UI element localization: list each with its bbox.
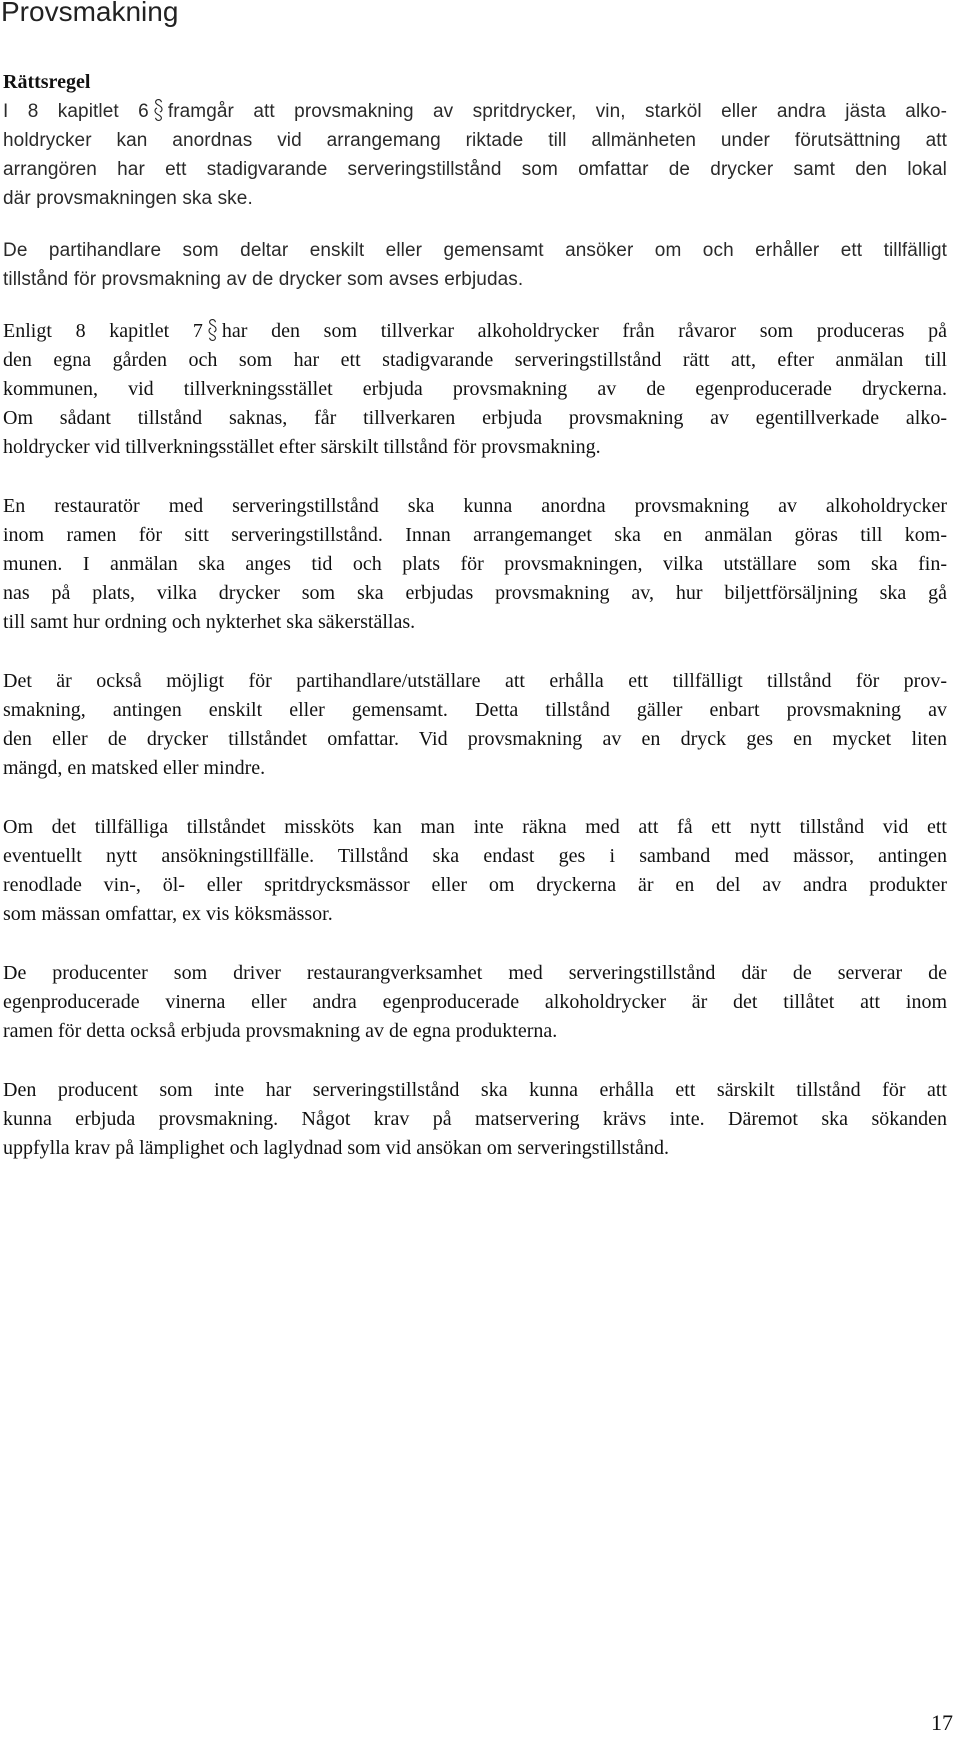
- paragraph-line: uppfylla krav på lämplighet och laglydnad som vid ansökan om serveringstillstånd.: [3, 1137, 669, 1159]
- paragraph-4: [3, 492, 947, 637]
- paragraph-line: nas på plats, vilka drycker som ska erbjudas provsmakning av, hur biljettförsäljning ska gå: [3, 582, 947, 604]
- paragraph-line: eventuellt nytt ansökningstillfälle. Tillstånd ska endast ges i samband med mässor, antingen: [3, 845, 947, 867]
- paragraph-7: [3, 959, 947, 1046]
- document-body: [3, 68, 947, 1163]
- section-sign-icon: [207, 318, 218, 342]
- paragraph-line: inom ramen för sitt serveringstillstånd. Innan arrangemanget ska en anmälan göras till kom-: [3, 524, 947, 546]
- paragraph-line: Enligt 8 kapitlet 7 har den som tillverkar alkoholdrycker från råvaror som produceras på: [3, 320, 947, 342]
- paragraph-line: arrangören har ett stadigvarande serveringstillstånd som omfattar de drycker samt den lokal: [3, 159, 947, 180]
- paragraph-line: renodlade vin-, öl- eller spritdrycksmässor eller om dryckerna är en del av andra produkter: [3, 874, 947, 896]
- paragraph-line: Det är också möjligt för partihandlare/utställare att erhålla ett tillfälligt tillstånd för prov-: [3, 670, 947, 692]
- paragraph-line: till samt hur ordning och nykterhet ska säkerställas.: [3, 611, 416, 633]
- paragraph-line: kunna erbjuda provsmakning. Något krav på matservering krävs inte. Däremot ska sökanden: [3, 1108, 947, 1130]
- paragraph-2: [3, 236, 947, 294]
- paragraph-line: smakning, antingen enskilt eller gemensamt. Detta tillstånd gäller enbart provsmakning av: [3, 699, 947, 721]
- section-heading: Rättsregel: [3, 71, 91, 93]
- paragraph-line: tillstånd för provsmakning av de drycker som avses erbjudas.: [3, 269, 524, 290]
- paragraph-line: egenproducerade vinerna eller andra egenproducerade alkoholdrycker är det tillåtet att inom: [3, 991, 947, 1013]
- paragraph-line: Om sådant tillstånd saknas, får tillverkaren erbjuda provsmakning av egentillverkade alko-: [3, 407, 947, 429]
- paragraph-line: Om det tillfälliga tillståndet missköts kan man inte räkna med att få ett nytt tillstånd vid ett: [3, 816, 947, 838]
- paragraph-line: Den producent som inte har serveringstillstånd ska kunna erhålla ett särskilt tillstånd för att: [3, 1079, 947, 1101]
- paragraph-line: holdrycker vid tillverkningsstället efter särskilt tillstånd för provsmakning.: [3, 436, 601, 458]
- paragraph-5: [3, 667, 947, 783]
- paragraph-3: [3, 317, 947, 462]
- paragraph-line: munen. I anmälan ska anges tid och plats för provsmakningen, vilka utställare som ska fin-: [3, 553, 947, 575]
- paragraph-line: mängd, en matsked eller mindre.: [3, 757, 266, 779]
- paragraph-line: holdrycker kan anordnas vid arrangemang riktade till allmänheten under förutsättning att: [3, 130, 947, 151]
- paragraph-line: den egna gården och som har ett stadigvarande serveringstillstånd rätt att, efter anmälan till: [3, 349, 947, 371]
- paragraph-6: [3, 813, 947, 929]
- paragraph-line: som mässan omfattar, ex vis köksmässor.: [3, 903, 333, 925]
- paragraph-line: den eller de drycker tillståndet omfattar. Vid provsmakning av en dryck ges en mycket liten: [3, 728, 947, 750]
- page-title: Provsmakning: [1, 0, 179, 27]
- section-sign-icon: [153, 98, 164, 122]
- paragraph-8: [3, 1076, 947, 1163]
- paragraph-line: kommunen, vid tillverkningsstället erbjuda provsmakning av de egenproducerade dryckerna.: [3, 378, 947, 400]
- paragraph-1: [3, 97, 947, 213]
- paragraph-line: ramen för detta också erbjuda provsmakning av de egna produkterna.: [3, 1020, 558, 1042]
- paragraph-line: De producenter som driver restaurangverksamhet med serveringstillstånd där de serverar de: [3, 962, 947, 984]
- page-number: 17: [931, 1710, 953, 1735]
- paragraph-line: En restauratör med serveringstillstånd ska kunna anordna provsmakning av alkoholdrycker: [3, 495, 947, 517]
- paragraph-line: De partihandlare som deltar enskilt eller gemensamt ansöker om och erhåller ett tillfälligt: [3, 240, 947, 261]
- paragraph-line: där provsmakningen ska ske.: [3, 188, 253, 209]
- paragraph-line: I 8 kapitlet 6 framgår att provsmakning av spritdrycker, vin, starköl eller andra jästa alko-: [3, 97, 947, 126]
